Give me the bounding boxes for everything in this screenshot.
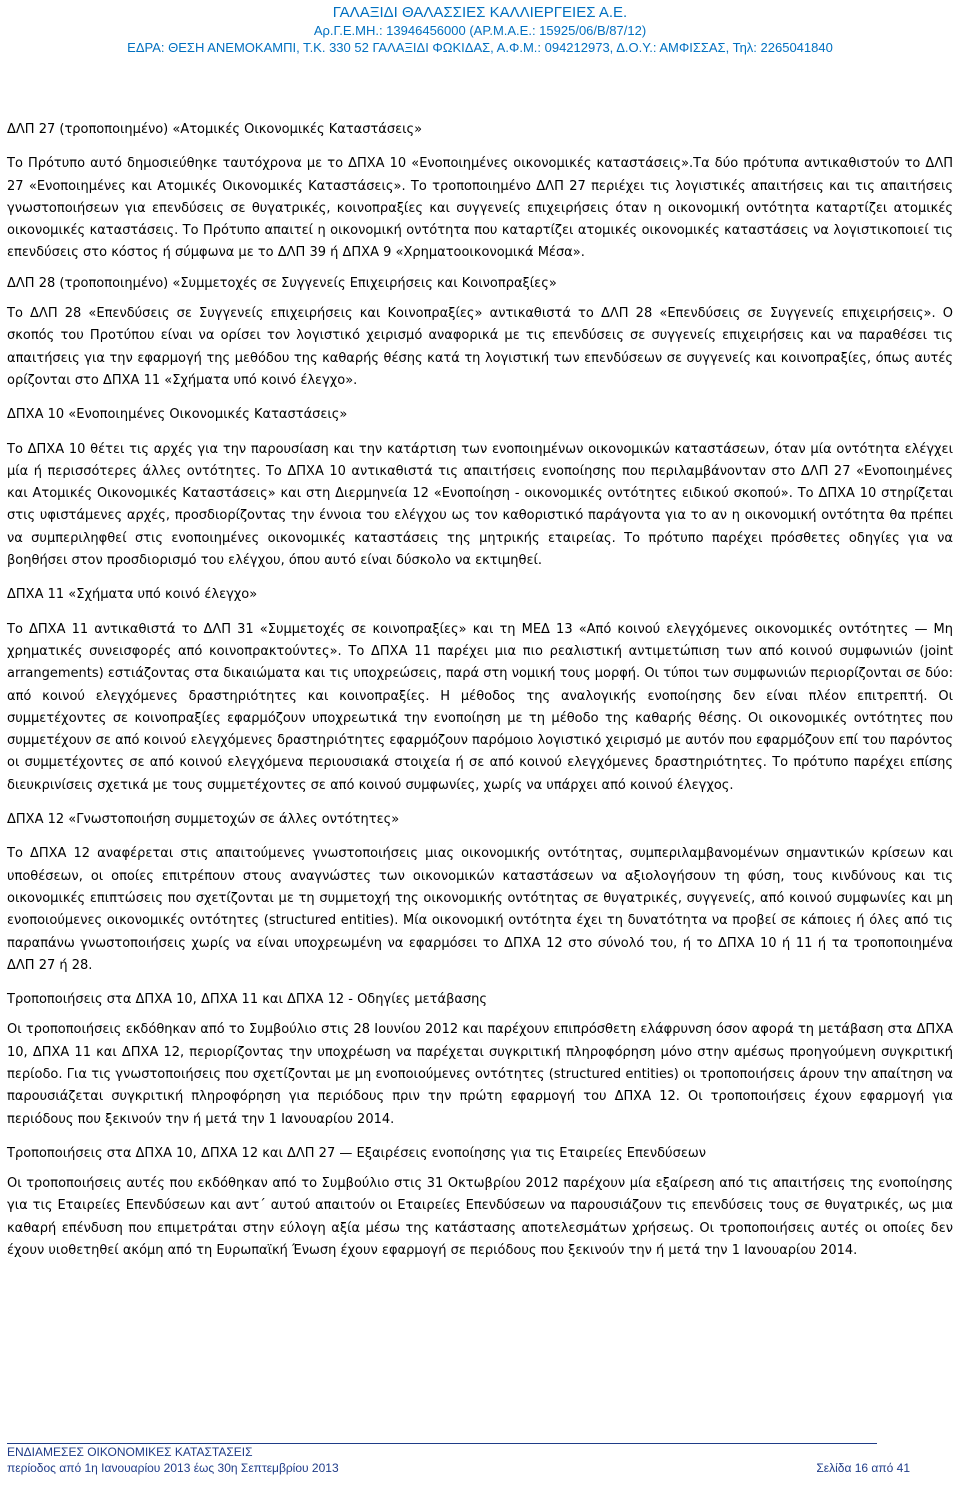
document-body (7, 119, 953, 1262)
company-address: ΕΔΡΑ: ΘΕΣΗ ΑΝΕΜΟΚΑΜΠΙ, Τ.Κ. 330 52 ΓΑΛΑΞΙΔΙ ΦΩΚΙΔΑΣ, Α.Φ.Μ.: 094212973, Δ.Ο.Υ.: ΑΜΦΙΣΣΑΣ, Τηλ: 2265041840 (127, 40, 833, 55)
section-paragraph: Το Πρότυπο αυτό δημοσιεύθηκε ταυτόχρονα με το ΔΠΧΑ 10 «Ενοποιημένες οικονομικές καταστάσεις».Τα δύο πρότυπα αντικαθιστούν το ΔΛΠ 27 «Ενοποιημένες και Ατομικές Οικονομικές Καταστάσεις». Το τροποποιημένο ΔΛΠ 27 περιέχει τις λογιστικές απαιτήσεις και τις απαιτήσεις γνωστοποιήσεων για επενδύσεις σε θυγατρικές, κοινοπραξίες και συγγενείς επιχειρήσεις όταν η οικονομική οντότητα καταρτίζει ατομικές οικονομικές καταστάσεις. Το Πρότυπο απαιτεί η οικονομική οντότητα που καταρτίζει ατομικές οικονομικές καταστάσεις να λογιστικοποιεί τις επενδύσεις στο κόστος ή σύμφωνα με το ΔΛΠ 39 ή ΔΠΧΑ 9 «Χρηματοοικονομικά Μέσα». (7, 156, 953, 261)
section-heading: Τροποποιήσεις στα ΔΠΧΑ 10, ΔΠΧΑ 11 και ΔΠΧΑ 12 - Οδηγίες μετάβασης (7, 992, 488, 1008)
page-number: Σελίδα 16 από 41 (816, 1461, 910, 1475)
section-ifrs11 (7, 584, 953, 797)
section-paragraph: Το ΔΛΠ 28 «Επενδύσεις σε Συγγενείς επιχειρήσεις και Κοινοπραξίες» αντικαθιστά το ΔΛΠ 28 «Επενδύσεις σε Συγγενείς επιχειρήσεις». Ο σκοπός του Προτύπου είναι να ορίσει τον λογιστικό χειρισμό αναφορικά με τις επενδύσεις σε συγγενείς επιχειρήσεις και να παραθέσει τις απαιτήσεις για την εφαρμογή της μεθόδου της καθαρής θέσης κατά τη λογιστική των επενδύσεων σε συγγενείς και κοινοπραξίες, όπως αυτές ορίζονται στο ΔΠΧΑ 11 «Σχήματα υπό κοινό έλεγχο». (7, 306, 953, 388)
report-period: περίοδος από 1η Ιανουαρίου 2013 έως 30η Σεπτεμβρίου 2013 (7, 1461, 339, 1475)
company-registry: Αρ.Γ.Ε.ΜΗ.: 13946456000 (ΑΡ.Μ.Α.Ε.: 15925/06/Β/87/12) (313, 23, 647, 38)
section-heading: ΔΠΧΑ 10 «Ενοποιημένες Οικονομικές Καταστάσεις» (7, 407, 348, 423)
company-name: ΓΑΛΑΞΙΔΙ ΘΑΛΑΣΣΙΕΣ ΚΑΛΛΙΕΡΓΕΙΕΣ Α.Ε. (332, 4, 628, 21)
section-paragraph: Το ΔΠΧΑ 11 αντικαθιστά το ΔΛΠ 31 «Συμμετοχές σε κοινοπραξίες» και τη ΜΕΔ 13 «Από κοινού ελεγχόμενες οικονομικές οντότητες — Μη χρηματικές συνεισφορές από κοινοπρακτούντες». Το ΔΠΧΑ 11 παρέχει μια πιο ρεαλιστική αντιμετώπιση των από κοινού συμφωνιών (joint arrangements) εστιάζοντας στα δικαιώματα και τις υποχρεώσεις, παρά στη νομική τους μορφή. Οι τύποι των συμφωνιών περιορίζονται σε δύο: από κοινού ελεγχόμενες δραστηριότητες και κοινοπραξίες. Η μέθοδος της αναλογικής ενοποίησης δεν είναι πλέον επιτρεπτή. Οι συμμετέχοντες σε κοινοπραξίες εφαρμόζουν υποχρεωτικά την ενοποίηση με τη μέθοδο της καθαρής θέσης. Οι οικονομικές οντότητες που συμμετέχουν σε από κοινού ελεγχόμενες δραστηριότητες εφαρμόζουν παρόμοιο λογιστικό χειρισμό με αυτόν που εφαρμόζουν επί του παρόντος οι συμμετέχοντες σε από κοινού ελεγχόμενα περιουσιακά στοιχεία ή σε από κοινού ελεγχόμενες δραστηριότητες. Το πρότυπο παρέχει επίσης διευκρινίσεις σχετικά με τους συμμετέχοντες σε από κοινού συμφωνίες, χωρίς να υπάρχει από κοινού έλεγχος. (7, 621, 953, 793)
section-investment-entities (7, 1143, 953, 1262)
report-title: ΕΝΔΙΑΜΕΣΕΣ ΟΙΚΟΝΟΜΙΚΕΣ ΚΑΤΑΣΤΑΣΕΙΣ (7, 1445, 253, 1459)
section-paragraph: Οι τροποποιήσεις αυτές που εκδόθηκαν από το Συμβούλιο στις 31 Οκτωβρίου 2012 παρέχουν μία εξαίρεση από τις απαιτήσεις της ενοποίησης για τις Εταιρείες Επενδύσεων και αντ΄ αυτού απαιτούν οι Εταιρείες Επενδύσεων να παρουσιάζουν τις επενδύσεις τους σε θυγατρικές, ως μια καθαρή επένδυση που επιμετράται στην εύλογη αξία μέσω της κατάστασης αποτελεσμάτων χρήσεως. Οι τροποποιήσεις αυτές οι οποίες δεν έχουν υιοθετηθεί ακόμη από τη Ευρωπαϊκή Ένωση έχουν εφαρμογή σε περιόδους που ξεκινούν την ή μετά την 1 Ιανουαρίου 2014. (7, 1176, 953, 1259)
page-footer (7, 1443, 953, 1476)
footer-divider (7, 1443, 877, 1444)
section-ifrs10 (7, 404, 953, 572)
page-header (0, 4, 960, 56)
section-heading: ΔΠΧΑ 12 «Γνωστοποιήση συμμετοχών σε άλλες οντότητες» (7, 812, 400, 828)
section-ias27 (7, 119, 953, 265)
section-ifrs12 (7, 809, 953, 977)
section-paragraph: Το ΔΠΧΑ 10 θέτει τις αρχές για την παρουσίαση και την κατάρτιση των ενοποιημένων οικονομικών καταστάσεων, όταν μία οντότητα ελέγχει μία ή περισσότερες άλλες οντότητες. Το ΔΠΧΑ 10 αντικαθιστά τις απαιτήσεις ενοποίησης που περιλαμβάνονταν στο ΔΛΠ 27 «Ενοποιημένες και Ατομικές Οικονομικές Καταστάσεις» και στη Διερμηνεία 12 «Ενοποίηση - οικονομικές οντότητες ειδικού σκοπού». Το ΔΠΧΑ 10 στηρίζεται στις υφιστάμενες αρχές, προσδιορίζοντας την έννοια του ελέγχου ως τον καθοριστικό παράγοντα για το αν η οικονομική οντότητα θα πρέπει να συμπεριληφθεί στις ενοποιημένες οικονομικές καταστάσεις της μητρικής εταιρείας. Το πρότυπο παρέχει πρόσθετες οδηγίες για να βοηθήσει στον προσδιορισμό του ελέγχου, όπου αυτό είναι δύσκολο να εκτιμηθεί. (7, 441, 953, 569)
section-heading: ΔΛΠ 27 (τροποποιημένο) «Ατομικές Οικονομικές Καταστάσεις» (7, 122, 423, 137)
section-transition-guidance (7, 989, 953, 1131)
section-heading: Τροποποιήσεις στα ΔΠΧΑ 10, ΔΠΧΑ 12 και ΔΛΠ 27 — Εξαιρέσεις ενοποίησης για τις Εταιρείες Επενδύσεων (7, 1145, 706, 1161)
section-heading: ΔΛΠ 28 (τροποποιημένο) «Συμμετοχές σε Συγγενείς Επιχειρήσεις και Κοινοπραξίες» (7, 275, 557, 291)
section-paragraph: Το ΔΠΧΑ 12 αναφέρεται στις απαιτούμενες γνωστοποιήσεις μιας οικονομικής οντότητας, συμπεριλαμβανομένων σημαντικών κρίσεων και υποθέσεων, οι οποίες επιτρέπουν στους αναγνώστες των οικονομικών καταστάσεων να αξιολογήσουν τη φύση, τους κινδύνους και τις οικονομικές επιπτώσεις που σχετίζονται με τη συμμετοχή της οικονομικής οντότητας σε θυγατρικές, συγγενείς, από κοινού συμφωνίες και μη ενοποιούμενες οικονομικές οντότητες (structured entities). Μία οικονομική οντότητα έχει τη δυνατότητα να προβεί σε κάποιες ή όλες από τις παραπάνω γνωστοποιήσεις χωρίς να είναι υποχρεωμένη να εφαρμόσει το ΔΠΧΑ 12 στο σύνολό του, ή το ΔΠΧΑ 10 ή 11 ή τα τροποποιημένα ΔΛΠ 27 ή 28. (7, 846, 953, 973)
footer-row (7, 1460, 953, 1476)
section-paragraph: Οι τροποποιήσεις εκδόθηκαν από το Συμβούλιο στις 28 Ιουνίου 2012 και παρέχουν επιπρόσθετη ελάφρυνση όσον αφορά τη μετάβαση στα ΔΠΧΑ 10, ΔΠΧΑ 11 και ΔΠΧΑ 12, περιορίζοντας την υποχρέωση να παρέχεται συγκριτική πληροφόρηση μόνο στην αμέσως προηγούμενη συγκριτική περίοδο. Για τις γνωστοποιήσεις που σχετίζονται με μη ενοποιούμενες οντότητες (structured entities) οι τροποποιήσεις άρουν την απαίτηση να παρουσιάζεται συγκριτική πληροφόρηση για περιόδους πριν την πρώτη εφαρμογή του ΔΠΧΑ 12. Οι τροποποιήσεις έχουν εφαρμογή για περιόδους που ξεκινούν την ή μετά την 1 Ιανουαρίου 2014. (7, 1022, 953, 1127)
section-heading: ΔΠΧΑ 11 «Σχήματα υπό κοινό έλεγχο» (7, 587, 258, 603)
section-ias28 (7, 273, 953, 392)
